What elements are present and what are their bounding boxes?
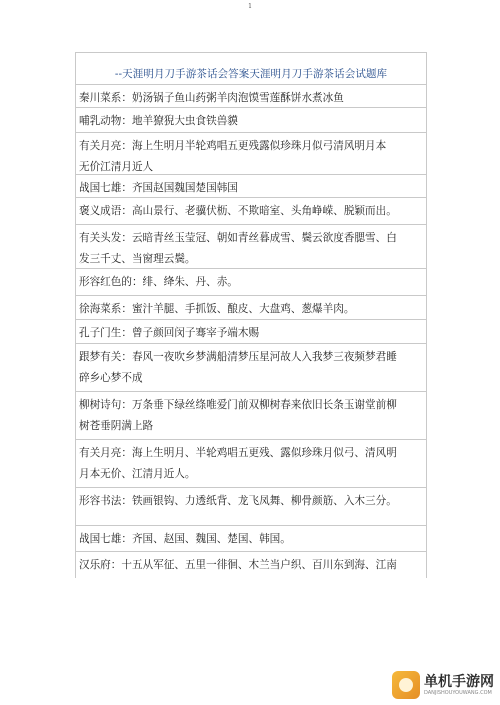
table-row [76,392,426,440]
table-row [76,269,426,296]
table-row [76,488,426,526]
row-text: 月本无价、江清月近人。 [79,468,196,480]
row-text: 汉乐府：十五从军征、五里一徘徊、木兰当户织、百川东到海、江南 [79,559,397,571]
table-row [76,440,426,488]
row-text: 形容书法：铁画银钩、力透纸背、龙飞凤舞、柳骨颜筋、入木三分。 [79,495,397,507]
watermark-name: 单机手游网 [424,673,494,690]
watermark-subtitle: DANJISHOUYOUWANG.COM [424,689,492,696]
row-text: 有关头发：云暗青丝玉莹冠、朝如青丝暮成雪、鬓云欲度香腮雪、白 [79,232,397,244]
row-text: 战国七雄：齐国、赵国、魏国、楚国、韩国。 [79,533,291,545]
table-row [76,552,426,578]
row-text: 柳树诗句：万条垂下绿丝绦唯爱门前双柳树春来依旧长条玉谢堂前柳 [79,399,397,411]
table-row [76,526,426,552]
table-row [76,108,426,133]
table-row [76,133,426,175]
row-text: 秦川菜系：奶汤锅子鱼山药粥羊肉泡馍雪莲酥饼水煮冰鱼 [79,92,344,104]
table-row [76,225,426,269]
table-row [76,344,426,392]
row-text: 无价江清月近人 [79,161,154,173]
table-row [76,320,426,344]
table-title-row [76,53,426,85]
question-table [75,52,427,578]
row-text: 形容红色的：绯、绛朱、丹、赤。 [79,276,238,288]
site-watermark [392,671,494,699]
row-text: 跟梦有关：春风一夜吹乡梦满船清梦压星河故人入我梦三夜频梦君睡 [79,351,397,363]
row-text: 碎乡心梦不成 [79,372,143,384]
row-text: 孔子门生：曾子颜回闵子骞宰予端木赐 [79,327,260,339]
site-logo-icon [392,671,420,699]
row-text: 战国七雄：齐国赵国魏国楚国韩国 [79,182,238,194]
row-text: 有关月亮：海上生明月、半轮鸡唱五更残、露似珍珠月似弓、清风明 [79,447,397,459]
table-row [76,175,426,198]
document-title: --天涯明月刀手游茶话会答案天涯明月刀手游茶话会试题库 [114,68,388,80]
row-text: 有关月亮：海上生明月半轮鸡唱五更残露似珍珠月似弓清风明月本 [79,140,387,152]
row-text: 哺乳动物：地羊獠猊大虫食铁兽貘 [79,115,238,127]
table-row [76,198,426,225]
table-row [76,296,426,320]
row-text: 发三千丈、当窗理云鬓。 [79,253,196,265]
watermark-text [424,674,494,697]
row-text: 树苍垂阴满上路 [79,420,154,432]
row-text: 褒义成语：高山景行、老骥伏枥、不欺暗室、头角峥嵘、脱颖而出。 [79,205,397,217]
table-row [76,85,426,108]
row-text: 徐海菜系：蜜汁羊腿、手抓饭、酿皮、大盘鸡、葱爆羊肉。 [79,303,355,315]
page-number: 1 [248,3,252,10]
